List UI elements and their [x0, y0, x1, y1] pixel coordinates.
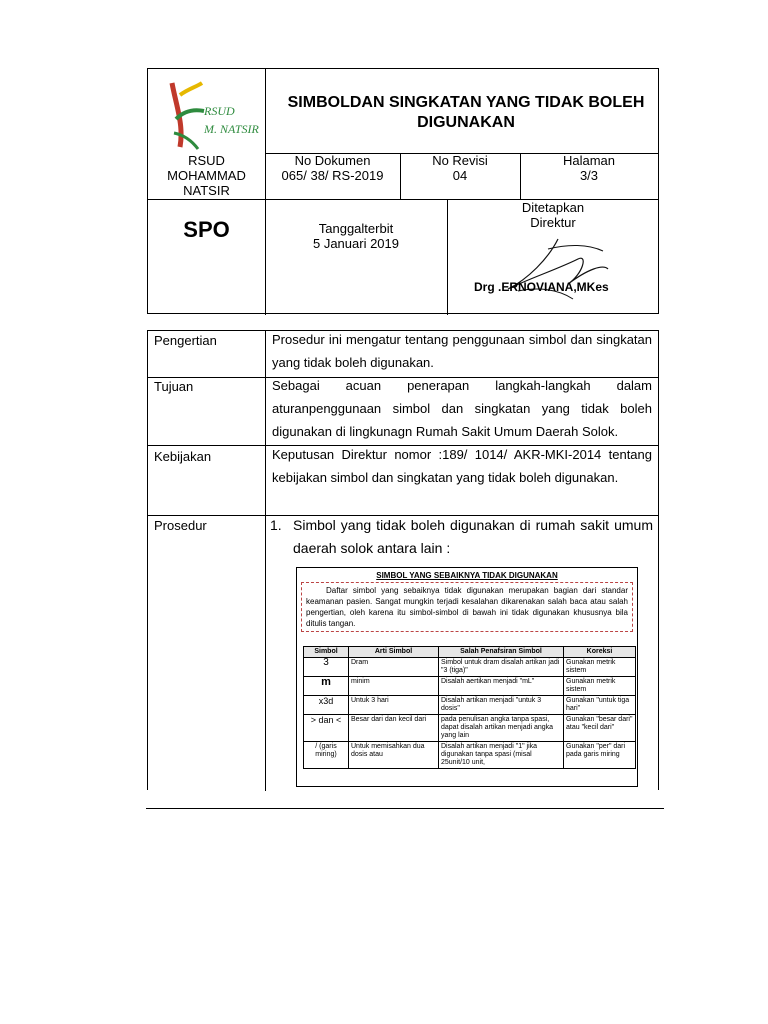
spo-label: SPO [183, 217, 230, 242]
no-revisi: No Revisi 04 [432, 153, 488, 183]
row-text-tujuan: Sebagai acuan penerapan langkah-langkah dalam aturanpenggunaan simbol dan singkatan yang tidak boleh digunakan di lingkunagn Rumah Sakit Umum Daerah Solok. [272, 378, 652, 439]
inset-title: SIMBOL YANG SEBAIKNYA TIDAK DIGUNAKAN [376, 571, 558, 580]
col-simbol: Simbol [304, 647, 349, 658]
row-label-tujuan: Tujuan [154, 379, 194, 394]
col-arti: Arti Simbol [349, 647, 439, 658]
hospital-name: RSUD MOHAMMAD NATSIR [167, 153, 246, 198]
row-label-prosedur: Prosedur [154, 518, 207, 533]
table-row: m minim Disalah aertikan menjadi "mL" Gunakan metrik sistem [304, 677, 636, 696]
symbol-table [303, 646, 636, 769]
table-row: > dan < Besar dari dan kecil dari pada penulisan angka tanpa spasi, dapat disalah artikan menjadi angka yang lain Gunakan "besar dari" atau "kecil dari" [304, 715, 636, 742]
table-header-row [304, 647, 636, 658]
table-row: x3d Untuk 3 hari Disalah artikan menjadi "untuk 3 dosis" Gunakan "untuk tiga hari" [304, 696, 636, 715]
table-row: 3 Dram Simbol untuk dram disalah artikan jadi "3 (tiga)" Gunakan metrik sistem [304, 658, 636, 677]
document-header [147, 68, 659, 314]
col-koreksi: Koreksi [564, 647, 636, 658]
halaman: Halaman 3/3 [562, 153, 616, 183]
row-label-kebijakan: Kebijakan [154, 449, 212, 464]
table-row: / (garis miring) Untuk memisahkan dua dosis atau Disalah artikan menjadi "1" jika digunakan tanpa spasi (misal 25unit/10 unit, Gunakan "per" dari pada garis miring [304, 742, 636, 769]
symbol-table-image [296, 567, 638, 787]
ditetapkan: Ditetapkan Direktur [521, 200, 585, 230]
document-title: SIMBOLDAN SINGKATAN YANG TIDAK BOLEH DIGUNAKAN [287, 94, 645, 131]
row-text-pengertian: Prosedur ini mengatur tentang penggunaan simbol dan singkatan yang tidak boleh digunakan. [272, 332, 652, 370]
col-salah: Salah Penafsiran Simbol [439, 647, 564, 658]
logo [154, 75, 262, 153]
inset-paragraph: Daftar simbol yang sebaiknya tidak digunakan merupakan bagian dari standar keamanan pasien. Sangat mungkin terjadi kesalahan dikarenakan salah baca atau salah pengertian, oleh karena itu simbol-simbol di bawah ini tidak digunakan khususnya bila ditulis tangan. [306, 586, 628, 628]
inset-paragraph-box [301, 582, 633, 632]
signatory-name: Drg .ERNOVIANA,MKes [474, 280, 609, 294]
row-label-pengertian: Pengertian [154, 333, 217, 348]
footer-line [146, 808, 664, 809]
svg-text:RSUD: RSUD [204, 104, 235, 118]
no-dokumen: No Dokumen 065/ 38/ RS-2019 [281, 153, 384, 183]
signature-icon [488, 229, 618, 309]
row-text-prosedur: Simbol yang tidak boleh digunakan di rumah sakit umum daerah solok antara lain : [293, 517, 653, 556]
prosedur-item-number: 1. [270, 517, 282, 533]
hospital-logo-icon [154, 75, 262, 153]
tanggal-terbit: Tanggalterbit 5 Januari 2019 [312, 221, 399, 251]
svg-text:M. NATSIR: M. NATSIR [204, 122, 259, 136]
row-text-kebijakan: Keputusan Direktur nomor :189/ 1014/ AKR-MKI-2014 tentang kebijakan simbol dan singkatan yang tidak boleh digunakan. [272, 447, 652, 485]
